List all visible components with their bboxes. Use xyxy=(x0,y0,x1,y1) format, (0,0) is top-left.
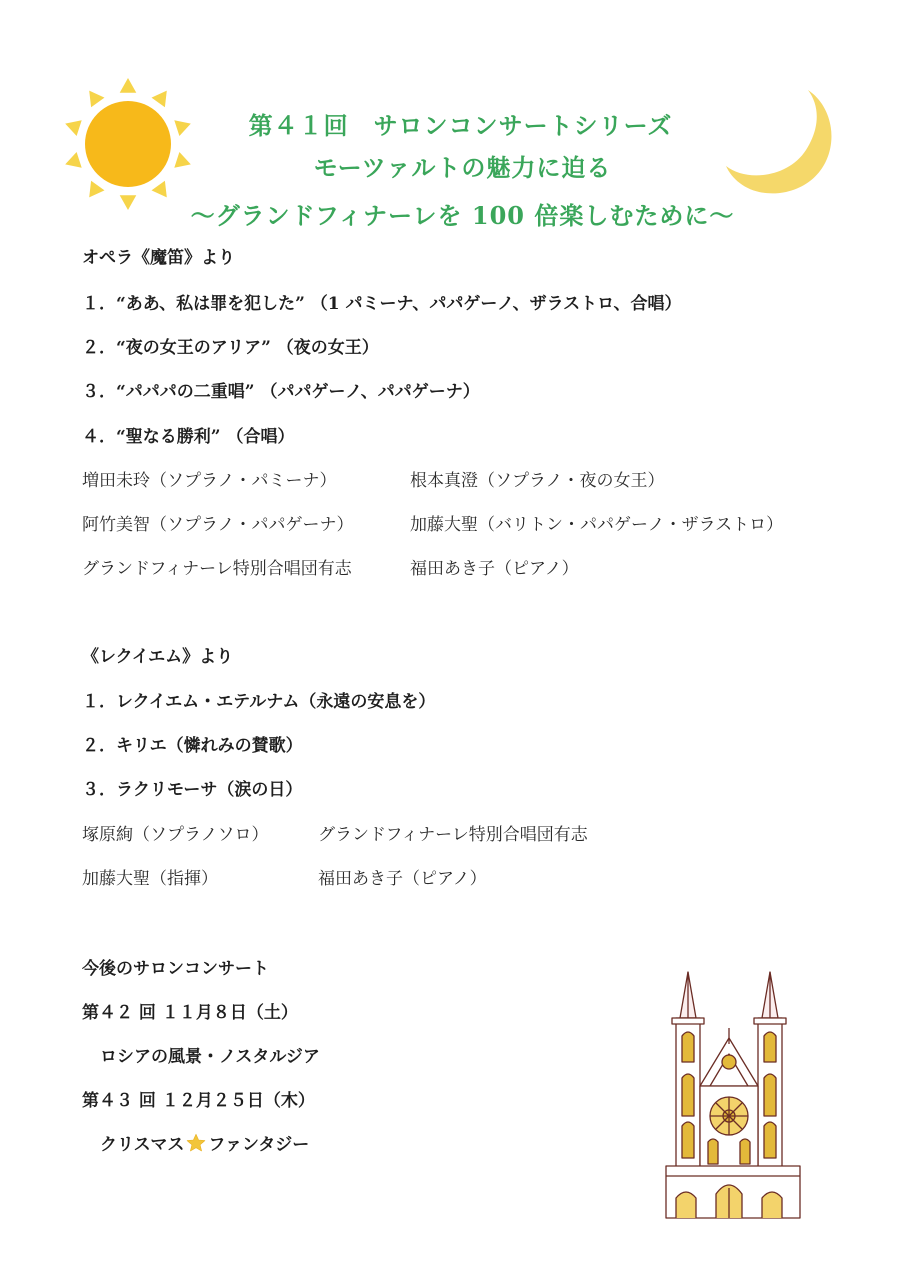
sun-ray xyxy=(89,181,104,198)
opera-performer: 福田あき子（ピアノ） xyxy=(410,559,579,579)
requiem-performer: グランドフィナーレ特別合唱団有志 xyxy=(318,825,588,845)
requiem-item-2: ２．キリエ（憐れみの賛歌） xyxy=(82,736,303,756)
title-line-1: 第４１回 サロンコンサートシリーズ xyxy=(248,111,673,140)
opera-performer: グランドフィナーレ特別合唱団有志 xyxy=(82,559,352,579)
opera-heading: オペラ《魔笛》より xyxy=(82,248,235,268)
opera-performer: 増田未玲（ソプラノ・パミーナ） xyxy=(82,471,337,491)
opera-performer: 根本真澄（ソプラノ・夜の女王） xyxy=(410,471,665,491)
requiem-performer: 塚原絢（ソプラノソロ） xyxy=(82,825,269,845)
sun-ray xyxy=(120,78,137,93)
concert-43-title xyxy=(100,1130,309,1155)
sun-ray xyxy=(152,181,167,198)
star-icon xyxy=(186,1133,206,1153)
opera-performer: 加藤大聖（バリトン・パパゲーノ・ザラストロ） xyxy=(410,515,784,535)
opera-item-3: ３．“パパパの二重唱” （パパゲーノ、パパゲーナ） xyxy=(82,382,480,402)
requiem-item-3: ３．ラクリモーサ（涙の日） xyxy=(82,780,303,800)
concert-42-date: 第４２ 回 １１月８日（土） xyxy=(82,1003,298,1023)
opera-item-4: ４．“聖なる勝利” （合唱） xyxy=(82,427,295,447)
requiem-performer: 加藤大聖（指揮） xyxy=(82,869,218,889)
opera-item-2: ２．“夜の女王のアリア” （夜の女王） xyxy=(82,338,379,358)
upcoming-heading: 今後のサロンコンサート xyxy=(82,959,269,979)
concert-43-date: 第４３ 回 １２月２５日（木） xyxy=(82,1091,315,1111)
cathedral-illustration xyxy=(660,966,806,1222)
title-line-2: モーツァルトの魅力に迫る xyxy=(313,153,612,182)
sun-ray xyxy=(152,91,167,108)
concert-43-title-part-a: クリスマス xyxy=(100,1135,185,1155)
requiem-performer: 福田あき子（ピアノ） xyxy=(318,869,487,889)
opera-item-1: １．“ああ、私は罪を犯した” （1 パミーナ、パパゲーノ、ザラストロ、合唱） xyxy=(82,294,682,314)
requiem-heading: 《レクイエム》より xyxy=(82,647,234,667)
concert-43-title-part-b: ファンタジー xyxy=(208,1135,310,1155)
sun-icon xyxy=(58,74,198,214)
requiem-item-1: １．レクイエム・エテルナム（永遠の安息を） xyxy=(82,692,436,712)
sun-ray xyxy=(89,91,104,108)
concert-42-title: ロシアの風景・ノスタルジア xyxy=(100,1047,320,1067)
title-line-3: 〜グランドフィナーレを 100 倍楽しむために〜 xyxy=(190,201,735,230)
opera-performer: 阿竹美智（ソプラノ・パパゲーナ） xyxy=(82,515,354,535)
